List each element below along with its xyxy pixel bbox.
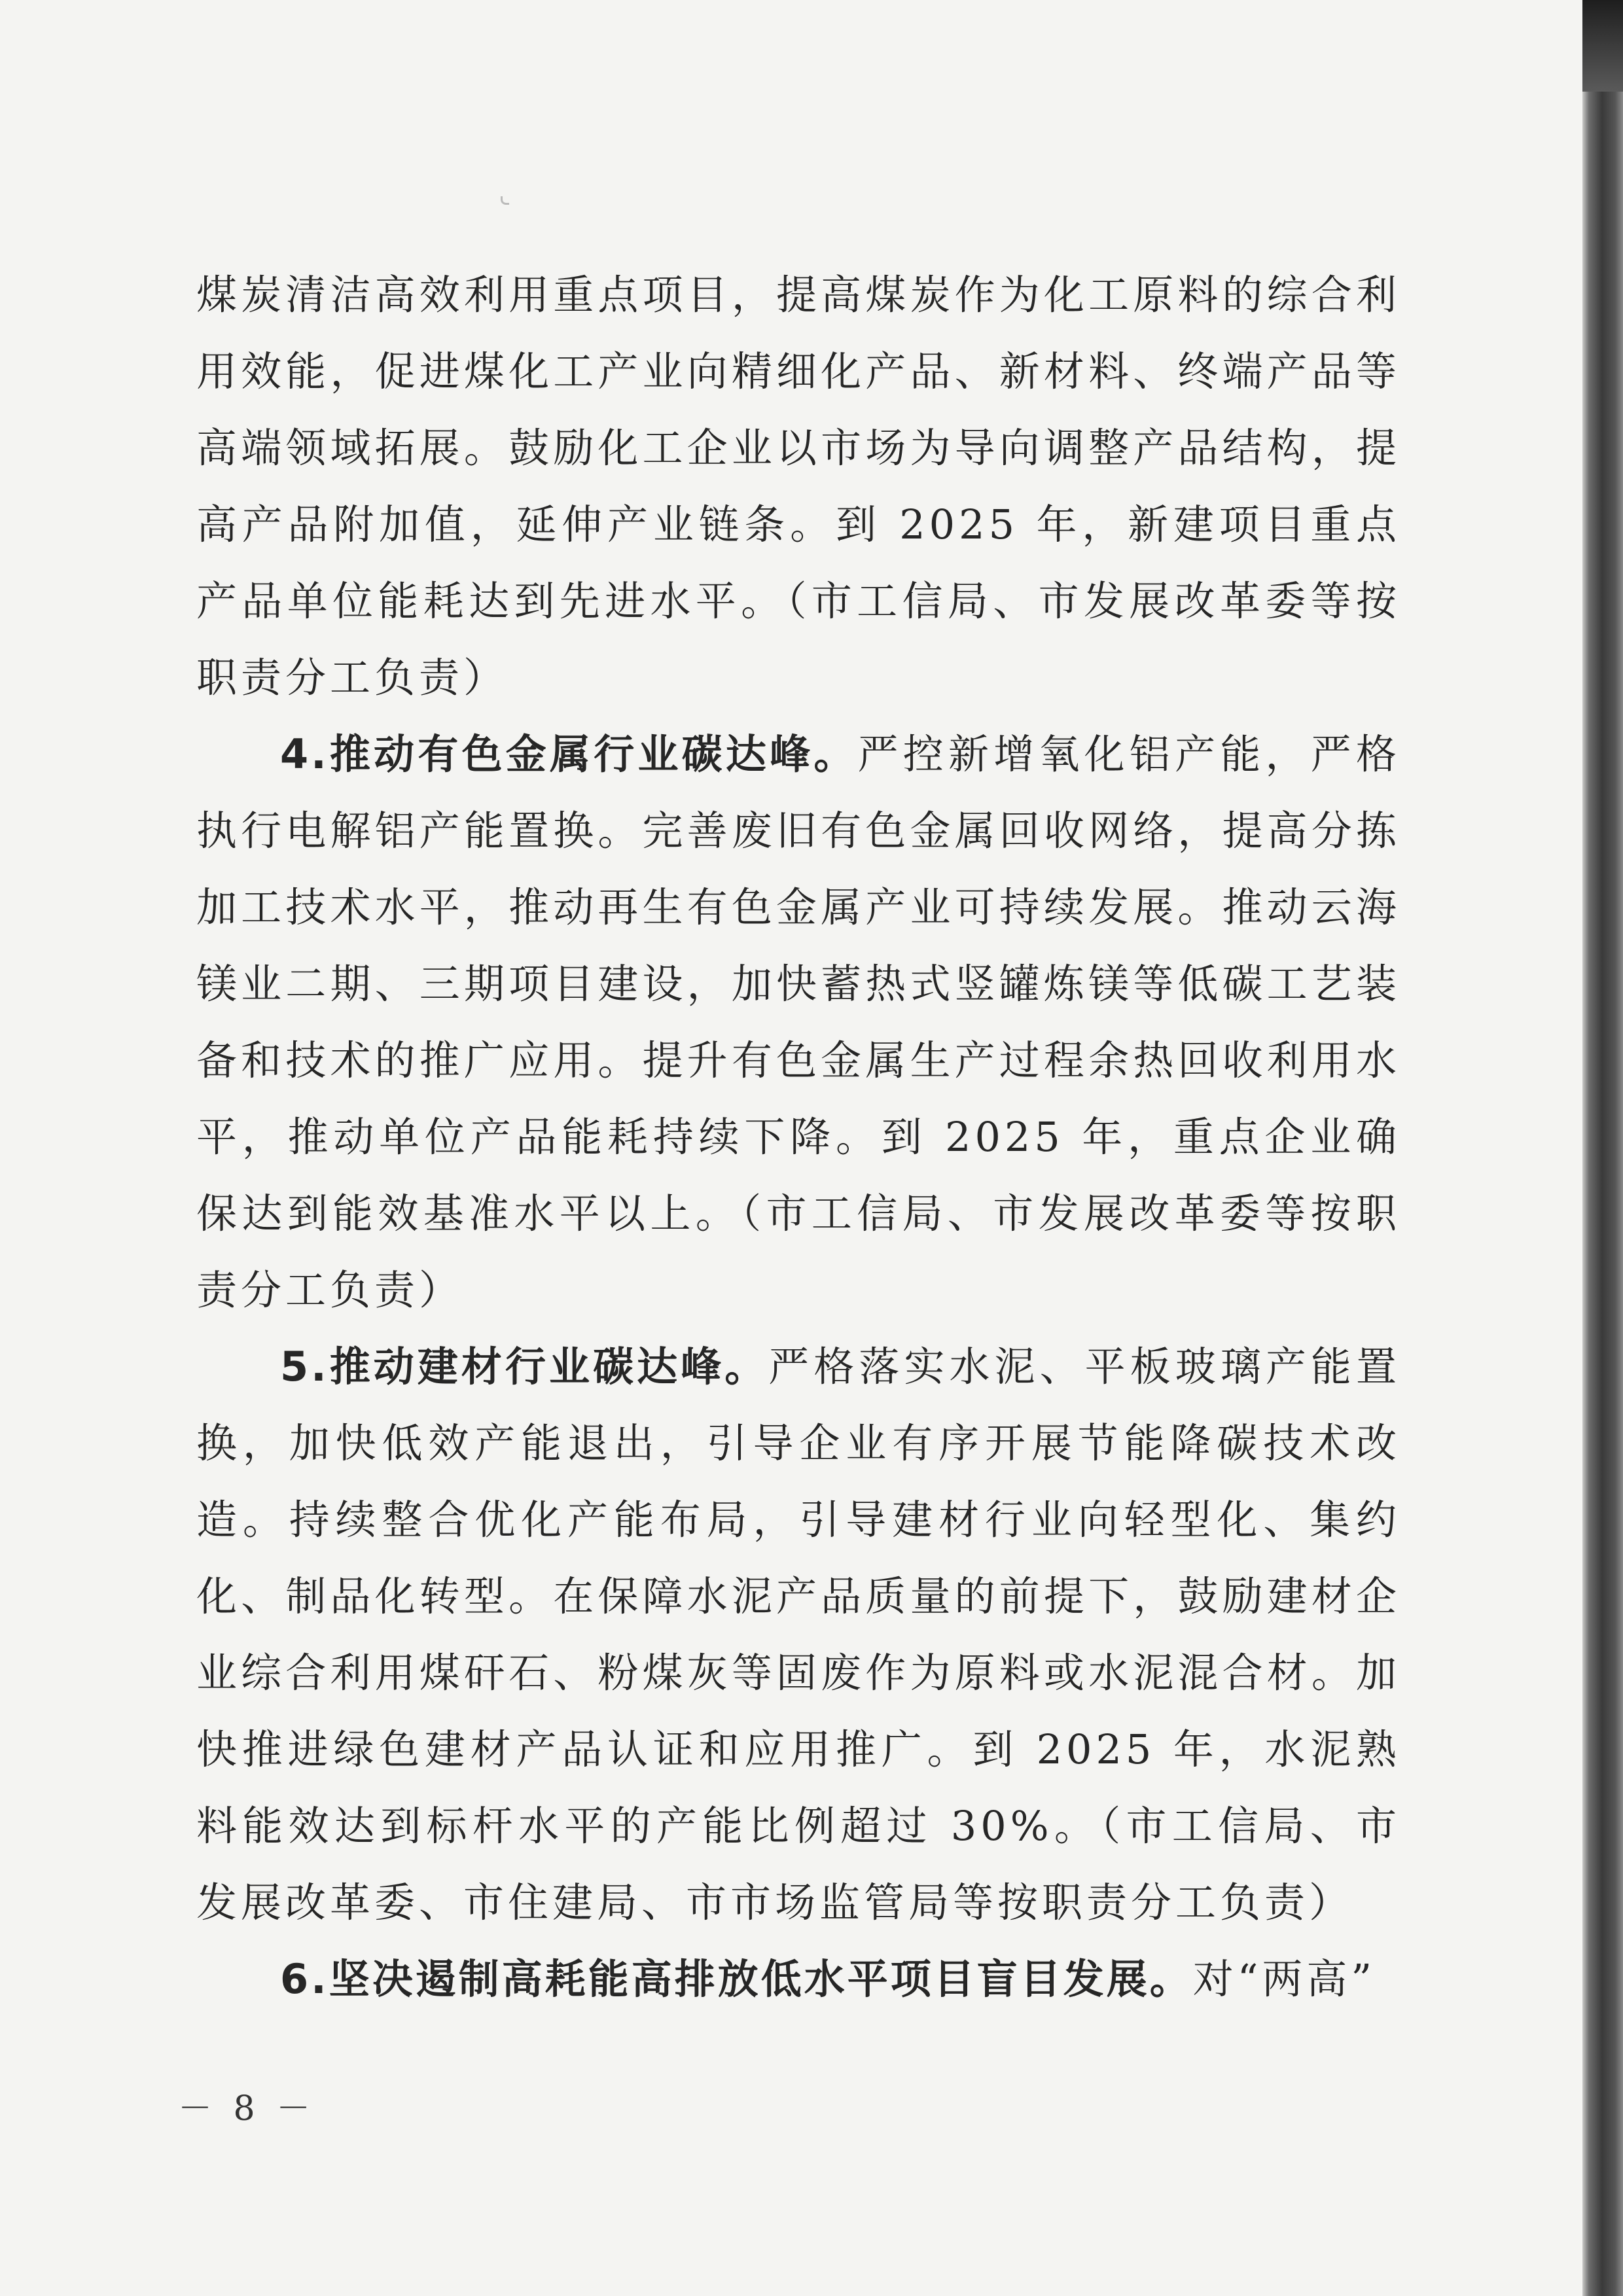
scan-mark	[501, 196, 509, 205]
section-heading: 4.推动有色金属行业碳达峰。	[280, 730, 858, 778]
section-heading: 5.推动建材行业碳达峰。	[280, 1343, 769, 1390]
scanner-edge	[1582, 0, 1623, 2296]
paragraph-nonferrous-metals	[196, 716, 1400, 1328]
paragraph-high-energy-projects	[196, 1941, 1400, 2017]
paragraph-text: 严格落实水泥、平板玻璃产能置换，加快低效产能退出，引导企业有序开展节能降碳技术改造。持续整合优化产能布局，引导建材行业向轻型化、集约化、制品化转型。在保障水泥产品质量的前提下，鼓励建材企业综合利用煤矸石、粉煤灰等固废作为原料或水泥混合材。加快推进绿色建材产品认证和应用推广。到 2025 年，水泥熟料能效达到标杆水平的产能比例超过 30%。（市工信局、市发展改革委、市住建局、市市场监管局等按职责分工负责）	[196, 1343, 1400, 1926]
paragraph-continuation	[196, 256, 1400, 716]
paragraph-building-materials	[196, 1328, 1400, 1941]
page-number: － 8 －	[178, 2089, 316, 2128]
scanner-edge-top	[1582, 0, 1623, 92]
paragraph-text: 煤炭清洁高效利用重点项目，提高煤炭作为化工原料的综合利用效能，促进煤化工产业向精细化产品、新材料、终端产品等高端领域拓展。鼓励化工企业以市场为导向调整产品结构，提高产品附加值，延伸产业链条。到 2025 年，新建项目重点产品单位能耗达到先进水平。（市工信局、市发展改革委等按职责分工负责）	[196, 271, 1400, 701]
document-body	[196, 256, 1400, 2017]
paragraph-text: 严控新增氧化铝产能，严格执行电解铝产能置换。完善废旧有色金属回收网络，提高分拣加工技术水平，推动再生有色金属产业可持续发展。推动云海镁业二期、三期项目建设，加快蓄热式竖罐炼镁等低碳工艺装备和技术的推广应用。提升有色金属生产过程余热回收利用水平，推动单位产品能耗持续下降。到 2025 年，重点企业确保达到能效基准水平以上。（市工信局、市发展改革委等按职责分工负责）	[196, 730, 1400, 1314]
paragraph-text: 对“两高”	[1192, 1955, 1376, 2003]
section-heading: 6.坚决遏制高耗能高排放低水平项目盲目发展。	[280, 1955, 1193, 2003]
